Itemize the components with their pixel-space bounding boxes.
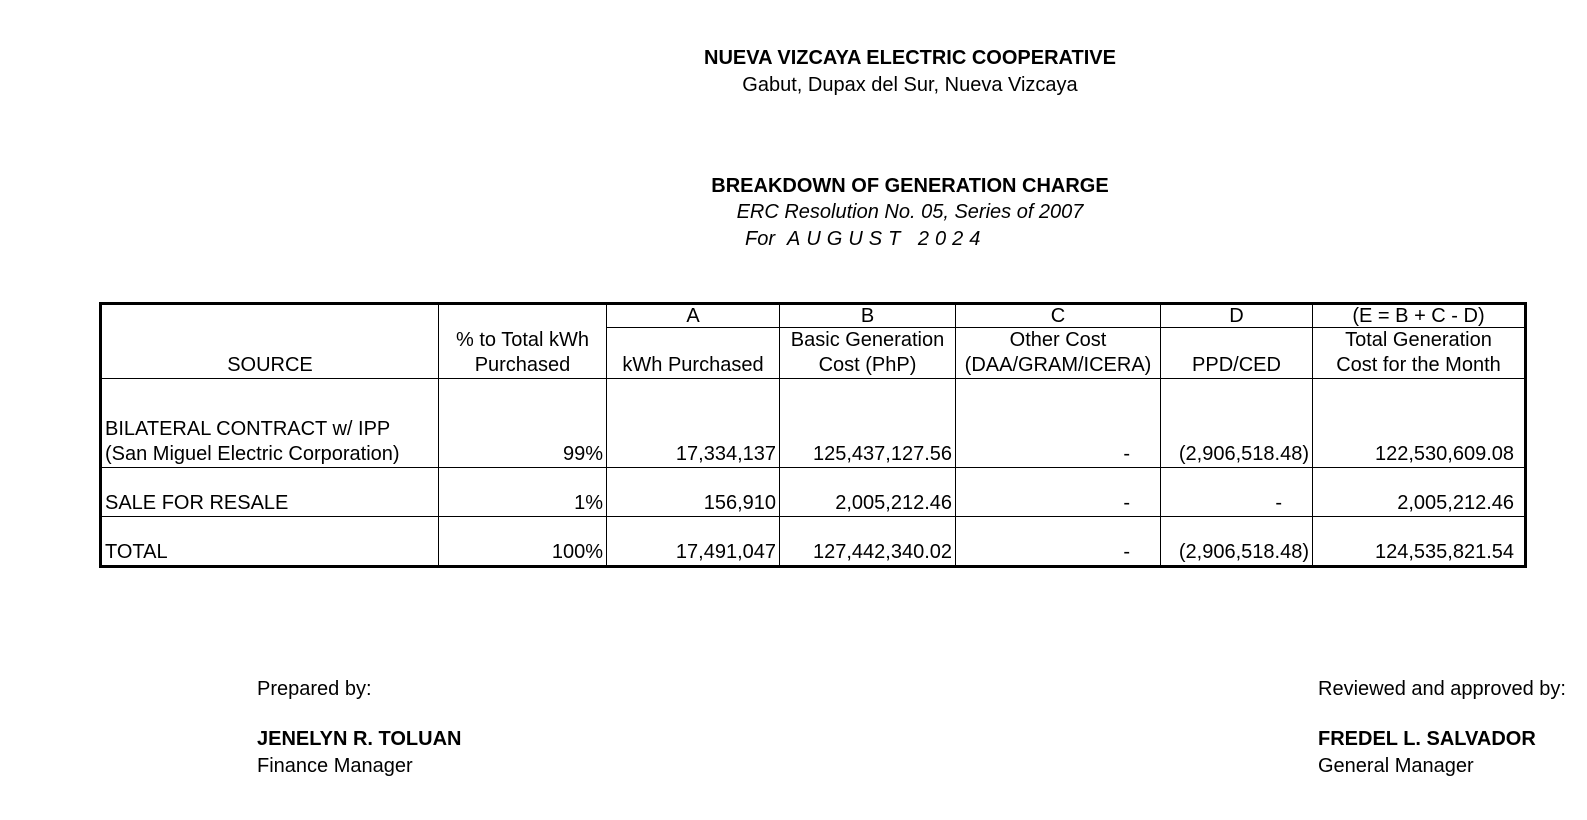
pct-header-line2: Purchased (474, 354, 571, 376)
table-row (101, 379, 1526, 468)
reviewed-by-label: Reviewed and approved by: (1318, 678, 1566, 700)
col-letter-a: A (607, 304, 780, 328)
total-header-line2: Cost for the Month (1336, 354, 1501, 376)
organization-name: NUEVA VIZCAYA ELECTRIC COOPERATIVE (704, 47, 1116, 69)
document-title: BREAKDOWN OF GENERATION CHARGE (711, 175, 1109, 197)
organization-address: Gabut, Dupax del Sur, Nueva Vizcaya (742, 74, 1078, 96)
ppd-header: PPD/CED (1161, 328, 1313, 379)
source-cell (101, 379, 439, 468)
col-letter-d: D (1161, 304, 1313, 328)
kwh-cell: 17,334,137 (607, 379, 780, 468)
kwh-header: kWh Purchased (607, 328, 780, 379)
ppd-cell: (2,906,518.48) (1161, 379, 1313, 468)
period-prefix: For (745, 228, 775, 250)
column-header-row (101, 328, 1526, 379)
pct-header-spacer (439, 304, 607, 328)
period-month: AUGUST 2024 (787, 228, 987, 250)
other-cost-header (956, 328, 1161, 379)
prepared-by-position: Finance Manager (257, 755, 413, 777)
pct-cell: 100% (439, 517, 607, 567)
other-cost-cell: - (956, 468, 1161, 517)
other-cost-cell: - (956, 379, 1161, 468)
total-cost-header (1313, 328, 1526, 379)
basic-cost-cell: 125,437,127.56 (780, 379, 956, 468)
source-cell: SALE FOR RESALE (101, 468, 439, 517)
table-row-total (101, 517, 1526, 567)
col-letter-c: C (956, 304, 1161, 328)
kwh-cell: 156,910 (607, 468, 780, 517)
other-cost-cell: - (956, 517, 1161, 567)
basic-cost-cell: 127,442,340.02 (780, 517, 956, 567)
pct-header-line1: % to Total kWh (455, 329, 590, 351)
source-header: SOURCE (101, 328, 439, 379)
source-line2: (San Miguel Electric Corporation) (105, 443, 400, 465)
other-header-line2: (DAA/GRAM/ICERA) (964, 354, 1152, 376)
total-cost-cell: 2,005,212.46 (1313, 468, 1526, 517)
ppd-cell: - (1161, 468, 1313, 517)
reviewed-by-name: FREDEL L. SALVADOR (1318, 728, 1536, 750)
col-letter-b: B (780, 304, 956, 328)
col-letter-e: (E = B + C - D) (1313, 304, 1526, 328)
document-subtitle: ERC Resolution No. 05, Series of 2007 (736, 201, 1084, 223)
generation-charge-table (99, 302, 1527, 568)
ppd-cell: (2,906,518.48) (1161, 517, 1313, 567)
source-cell: TOTAL (101, 517, 439, 567)
prepared-by-name: JENELYN R. TOLUAN (257, 728, 462, 750)
basic-header-line1: Basic Generation (790, 329, 945, 351)
prepared-by-label: Prepared by: (257, 678, 372, 700)
document-period (745, 228, 986, 251)
table-row (101, 468, 1526, 517)
column-letter-row (101, 304, 1526, 328)
total-cost-cell: 124,535,821.54 (1313, 517, 1526, 567)
basic-cost-cell: 2,005,212.46 (780, 468, 956, 517)
total-cost-cell: 122,530,609.08 (1313, 379, 1526, 468)
basic-cost-header (780, 328, 956, 379)
source-header-spacer (101, 304, 439, 328)
total-header-line1: Total Generation (1345, 329, 1492, 351)
pct-cell: 1% (439, 468, 607, 517)
other-header-line1: Other Cost (1009, 329, 1107, 351)
reviewed-by-block (1318, 670, 1566, 790)
source-line1: BILATERAL CONTRACT w/ IPP (105, 418, 391, 440)
kwh-cell: 17,491,047 (607, 517, 780, 567)
generation-charge-table-region (99, 302, 1520, 578)
pct-cell: 99% (439, 379, 607, 468)
pct-header (439, 328, 607, 379)
basic-header-line2: Cost (PhP) (818, 354, 917, 376)
reviewed-by-position: General Manager (1318, 755, 1474, 777)
